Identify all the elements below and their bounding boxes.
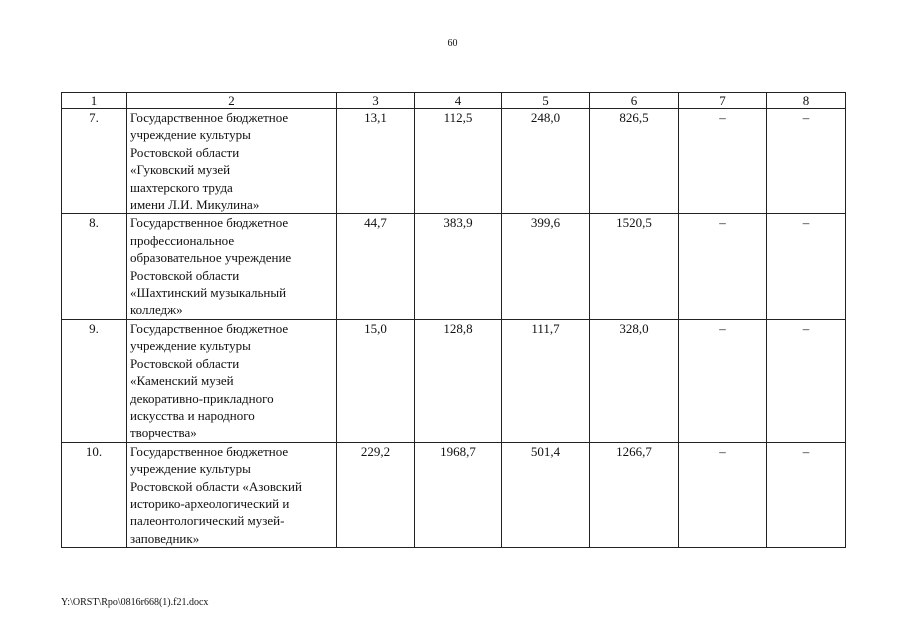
value-col-4: 112,5 [415,109,502,214]
table-row [62,214,846,319]
name-line: историко-археологический и [130,495,290,511]
value-col-5: 248,0 [502,109,590,214]
name-line: образовательное учреждение [130,250,292,266]
name-line: Государственное бюджетное [130,215,289,231]
header-cell-7: 7 [679,93,767,109]
name-line: Ростовской области [130,355,240,371]
name-line: Государственное бюджетное [130,443,289,459]
header-cell-8: 8 [767,93,846,109]
name-line: «Шахтинский музыкальный [130,285,287,301]
value-col-7: – [679,319,767,442]
data-table [61,92,846,548]
value-col-7: – [679,109,767,214]
value-col-7: – [679,214,767,319]
value-col-5: 399,6 [502,214,590,319]
file-path-footer: Y:\ORST\Rpo\0816r668(1).f21.docx [61,597,209,608]
header-cell-5: 5 [502,93,590,109]
name-line: декоративно-прикладного [130,390,274,406]
name-line: имени Л.И. Микулина» [130,197,260,213]
name-line: колледж» [130,302,183,318]
institution-name [127,109,337,214]
table-row [62,319,846,442]
value-col-6: 826,5 [590,109,679,214]
name-line: «Каменский музей [130,373,234,389]
name-line: учреждение культуры [130,338,251,354]
value-col-8: – [767,319,846,442]
name-line: учреждение культуры [130,461,251,477]
value-col-8: – [767,109,846,214]
table-row [62,109,846,214]
row-number: 7. [62,109,127,214]
value-col-8: – [767,214,846,319]
name-line: палеонтологический музей- [130,513,285,529]
name-line: учреждение культуры [130,127,251,143]
value-col-3: 15,0 [337,319,415,442]
name-line: Ростовской области «Азовский [130,478,302,494]
institution-name [127,319,337,442]
name-line: искусства и народного [130,407,255,423]
page-number: 60 [447,38,458,49]
value-col-5: 501,4 [502,442,590,547]
value-col-5: 111,7 [502,319,590,442]
table-row [62,442,846,547]
value-col-6: 1520,5 [590,214,679,319]
value-col-3: 44,7 [337,214,415,319]
header-cell-2: 2 [127,93,337,109]
header-cell-1: 1 [62,93,127,109]
name-line: «Гуковский музей [130,162,231,178]
name-line: Ростовской области [130,144,240,160]
name-line: профессиональное [130,232,235,248]
name-line: шахтерского труда [130,179,233,195]
header-cell-3: 3 [337,93,415,109]
header-cell-4: 4 [415,93,502,109]
header-row [62,93,846,109]
name-line: Государственное бюджетное [130,110,289,125]
value-col-6: 328,0 [590,319,679,442]
row-number: 8. [62,214,127,319]
name-line: заповедник» [130,530,200,546]
value-col-4: 383,9 [415,214,502,319]
value-col-6: 1266,7 [590,442,679,547]
row-number: 9. [62,319,127,442]
row-number: 10. [62,442,127,547]
institution-name [127,442,337,547]
value-col-3: 229,2 [337,442,415,547]
value-col-4: 1968,7 [415,442,502,547]
name-line: Ростовской области [130,267,240,283]
value-col-7: – [679,442,767,547]
header-cell-6: 6 [590,93,679,109]
name-line: Государственное бюджетное [130,320,289,336]
value-col-4: 128,8 [415,319,502,442]
name-line: творчества» [130,425,197,441]
value-col-3: 13,1 [337,109,415,214]
value-col-8: – [767,442,846,547]
institution-name [127,214,337,319]
